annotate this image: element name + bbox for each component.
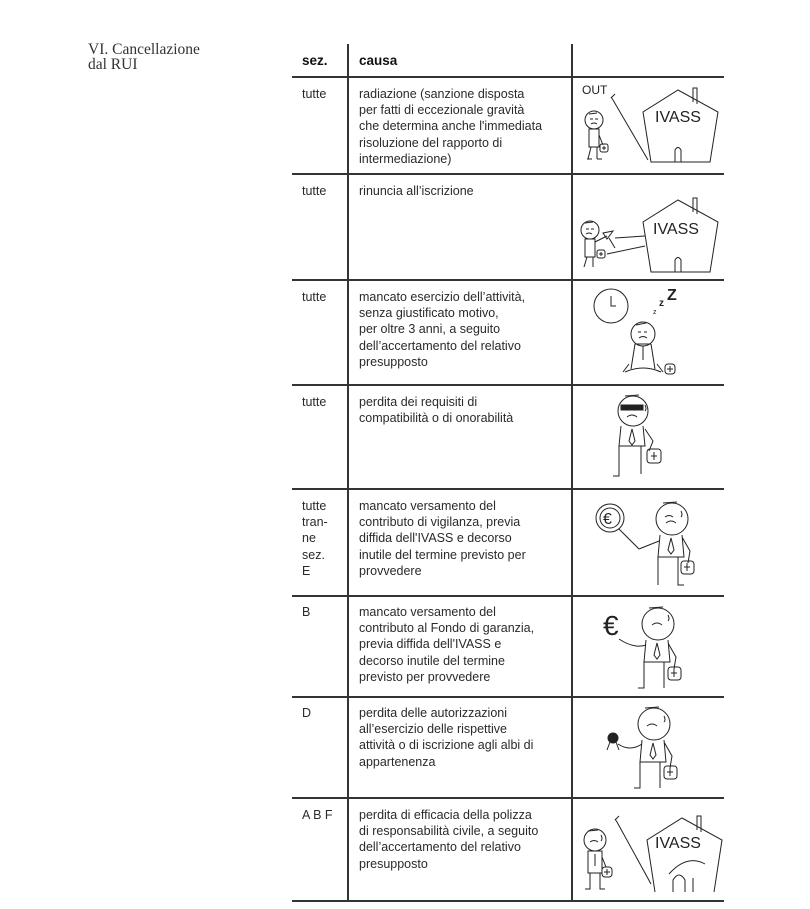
sez-value: D: [302, 706, 312, 720]
row-divider: [292, 384, 724, 386]
blindfolded-man-illustration: [573, 389, 723, 484]
row-divider: [292, 797, 724, 799]
man-expelled-from-ivass-illustration: [573, 80, 723, 172]
sez-cell: [302, 289, 352, 305]
sez-value: ne: [302, 531, 316, 546]
causa-line: attività o di iscrizione agli albi di: [359, 738, 534, 753]
sez-cell: [302, 705, 352, 721]
causa-line: perdita dei requisiti di: [359, 395, 478, 409]
causa-line: perdita di efficacia della polizza: [359, 808, 532, 822]
causa-line: risoluzione del rapporto di: [359, 135, 503, 150]
row-divider: [292, 279, 724, 281]
sez-value: A B F: [302, 808, 333, 822]
causa-cell: [359, 705, 564, 770]
euro-icon: €: [603, 511, 612, 528]
causa-line: radiazione (sanzione disposta: [359, 87, 525, 101]
sez-value: tutte: [302, 290, 327, 304]
causa-line: contributo di vigilanza, previa: [359, 515, 521, 530]
header-sez: sez.: [302, 53, 328, 68]
sez-cell: [302, 807, 352, 823]
section-title-line1: VI. Cancellazione: [88, 41, 200, 58]
causa-cell: [359, 289, 564, 370]
sez-value: E: [302, 563, 311, 578]
ivass-label: IVASS: [655, 835, 701, 852]
row-divider: [292, 595, 724, 597]
man-returning-tie-illustration: [573, 178, 723, 278]
header-divider: [292, 76, 724, 78]
causa-cell: [359, 394, 564, 426]
sez-cell: [302, 394, 352, 410]
causa-line: diffida dell'IVASS e decorso: [359, 531, 512, 546]
rosette-icon: [608, 733, 618, 743]
causa-line: rinuncia all’iscrizione: [359, 184, 474, 198]
man-sleeping-clock-illustration: [573, 284, 723, 382]
sez-cell: [302, 183, 352, 199]
sez-value: tutte: [302, 499, 327, 513]
row-divider: [292, 696, 724, 698]
section-title-line2: dal RUI: [88, 56, 138, 73]
sez-value: B: [302, 605, 311, 619]
euro-icon: €: [603, 610, 619, 641]
man-pointed-at-ivass-illustration: [573, 802, 723, 898]
sez-value: tran-: [302, 515, 328, 530]
causa-line: decorso inutile del termine: [359, 653, 505, 668]
man-with-euro-magnifier-illustration: [573, 493, 723, 593]
sleep-z-medium: z: [659, 298, 664, 309]
causa-line: previa diffida dell'IVASS e: [359, 637, 502, 652]
sez-value: sez.: [302, 547, 325, 562]
table-bottom-border: [292, 900, 724, 902]
causa-cell: [359, 183, 564, 199]
cancellation-table: [292, 44, 724, 902]
sez-cell: [302, 498, 352, 579]
causa-line: per oltre 3 anni, a seguito: [359, 322, 501, 337]
causa-line: inutile del termine previsto per: [359, 547, 526, 562]
causa-line: dell’accertamento del relativo: [359, 840, 521, 855]
causa-line: provvedere: [359, 563, 422, 578]
sez-value: tutte: [302, 395, 327, 409]
ivass-label: IVASS: [653, 221, 699, 238]
row-divider: [292, 488, 724, 490]
causa-cell: [359, 807, 564, 872]
man-with-euro-sign-illustration: [573, 599, 723, 694]
ivass-label: IVASS: [655, 109, 701, 126]
sez-value: tutte: [302, 87, 327, 101]
sez-value: tutte: [302, 184, 327, 198]
causa-line: mancato versamento del: [359, 605, 496, 619]
causa-line: previsto per provvedere: [359, 669, 491, 684]
causa-cell: [359, 86, 564, 167]
header-causa: causa: [359, 53, 398, 68]
sleep-z-large: Z: [667, 287, 677, 304]
causa-line: appartenenza: [359, 754, 436, 769]
causa-line: presupposto: [359, 354, 428, 369]
sez-cell: [302, 86, 352, 102]
causa-line: dell’accertamento del relativo: [359, 338, 521, 353]
causa-line: contributo al Fondo di garanzia,: [359, 621, 535, 636]
row-divider: [292, 173, 724, 175]
section-title: [88, 42, 200, 72]
causa-line: per fatti di eccezionale gravità: [359, 103, 525, 118]
sez-cell: [302, 604, 352, 620]
causa-line: mancato versamento del: [359, 499, 496, 513]
causa-line: che determina anche l'immediata: [359, 119, 543, 134]
causa-line: senza giustificato motivo,: [359, 306, 499, 321]
out-label: OUT: [582, 83, 608, 97]
causa-line: presupposto: [359, 856, 428, 871]
causa-line: perdita delle autorizzazioni: [359, 706, 508, 720]
causa-cell: [359, 604, 564, 685]
sleep-z-small: z: [653, 309, 657, 316]
man-with-rosette-illustration: [573, 700, 723, 795]
causa-line: all’esercizio delle rispettive: [359, 722, 507, 737]
causa-line: compatibilità o di onorabilità: [359, 411, 514, 426]
causa-cell: [359, 498, 564, 579]
causa-line: intermediazione): [359, 151, 452, 166]
causa-line: di responsabilità civile, a seguito: [359, 824, 539, 839]
causa-line: mancato esercizio dell’attività,: [359, 290, 526, 304]
